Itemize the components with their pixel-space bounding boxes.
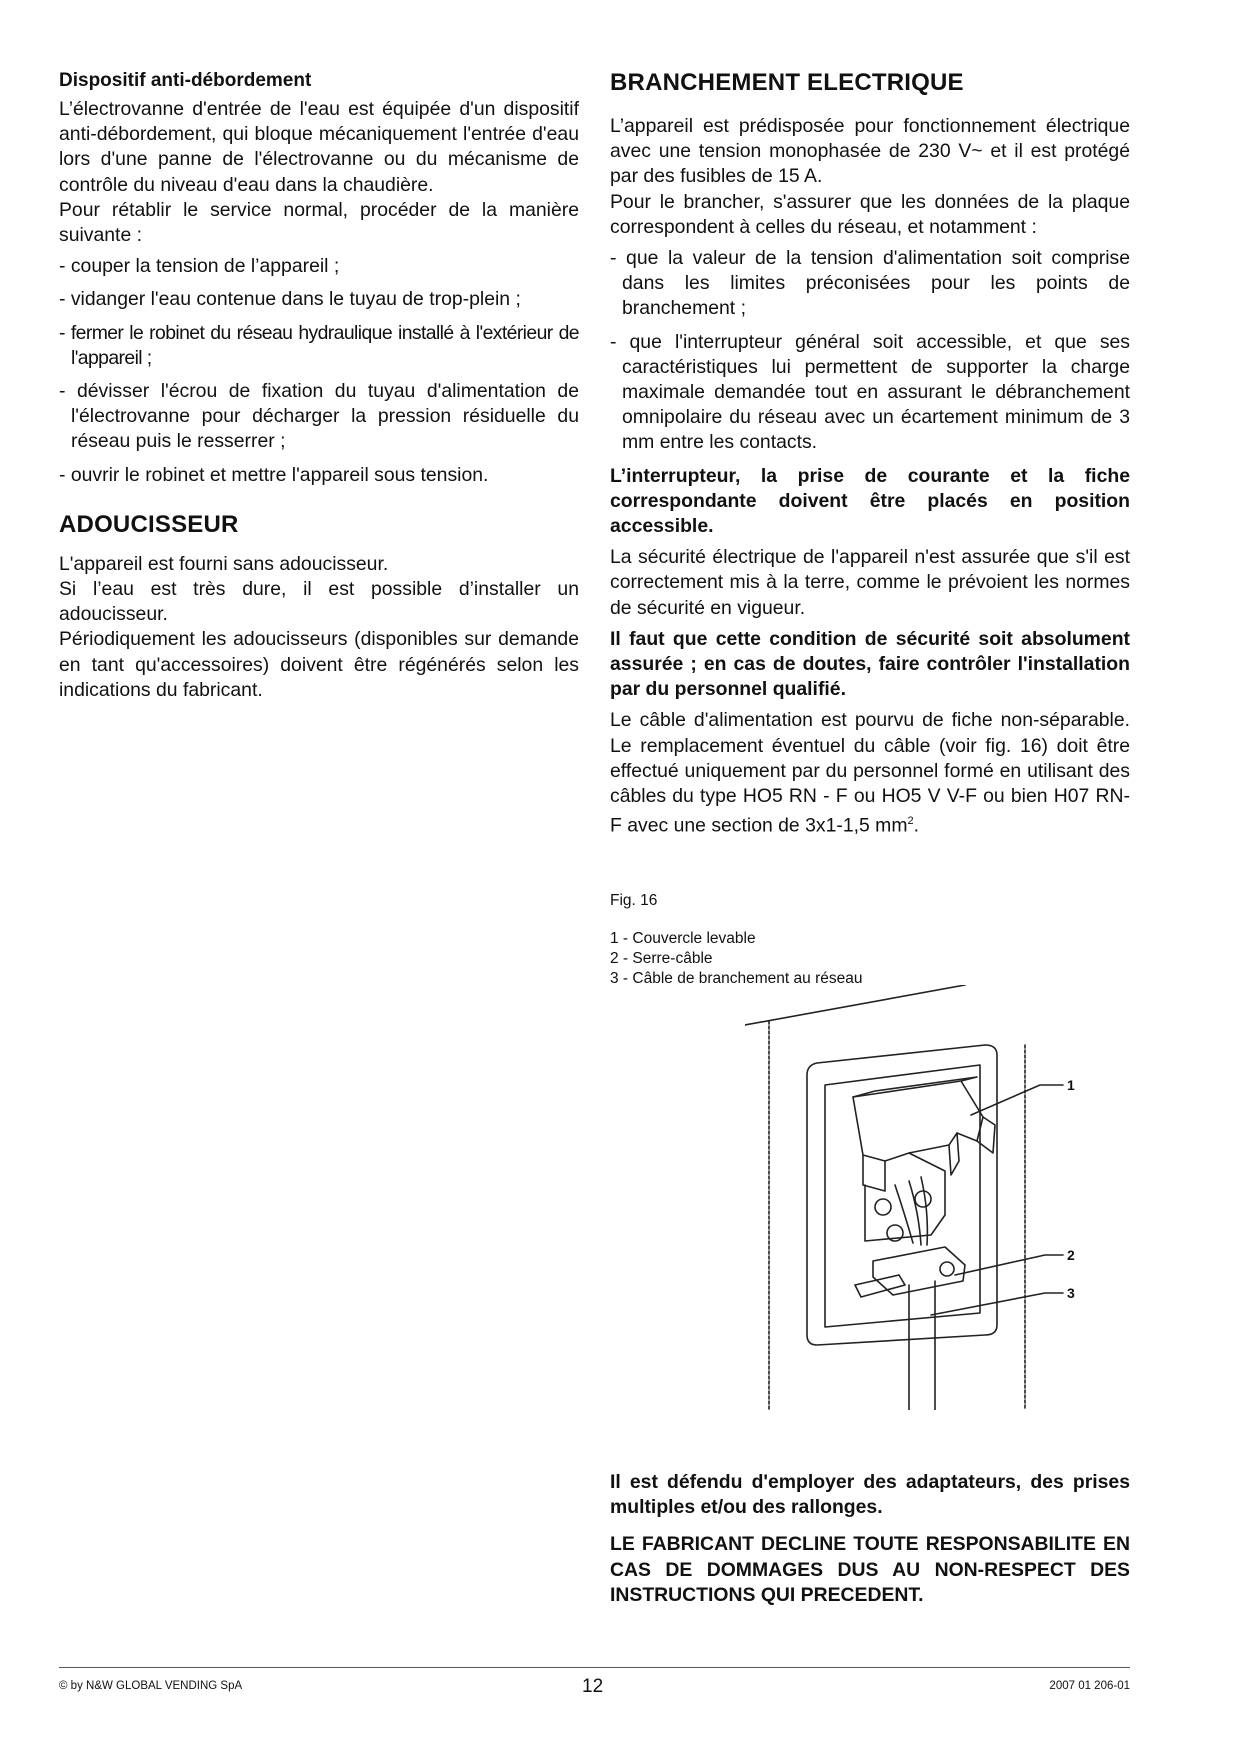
cable-period: . (913, 814, 919, 837)
callout-1: 1 (1067, 1077, 1075, 1093)
cable-text: Le câble d'alimentation est pourvu de fiche non-séparable. Le remplacement éventuel du câble (voir fig. 16) doit être effectué uniquement par du personnel formé en utilisant des câbles du type HO5 RN - F ou HO5 V V-F ou bien H07 RN-F avec une section de 3x1-1,5 mm (610, 709, 1130, 837)
manufacturer-disclaimer: LE FABRICANT DECLINE TOUTE RESPONSABILITE EN CAS DE DOMMAGES DUS AU NON-RESPECT DES INSTRUCTIONS QUI PRECEDENT. (610, 1533, 1130, 1606)
step-item: - ouvrir le robinet et mettre l'appareil sous tension. (59, 463, 489, 486)
wire (895, 1185, 913, 1243)
cable-paragraph (610, 708, 1130, 838)
callout-2: 2 (1067, 1247, 1075, 1263)
earthing-paragraph: La sécurité électrique de l'appareil n'est assurée que s'il est correctement mis à la terre, comme le prévoient les normes de sécurité en vigueur. (610, 546, 1130, 619)
overflow-device-heading: Dispositif anti-débordement (59, 70, 312, 91)
wall-top-edge (745, 985, 965, 1025)
figure-caption (610, 891, 1130, 989)
legend-item: 3 - Câble de branchement au réseau (610, 969, 863, 987)
callout-3: 3 (1067, 1285, 1075, 1301)
bottom-right-notes (610, 1470, 1130, 1608)
terminal-block (865, 1153, 945, 1241)
leader-line-2 (955, 1255, 1063, 1275)
softener-paragraph: Si l’eau est très dure, il est possible d’installer un adoucisseur. (59, 578, 579, 626)
step-item: - fermer le robinet du réseau hydraulique installé à l'extérieur de l'appareil ; (59, 321, 579, 369)
cable-clamp (873, 1247, 965, 1295)
safety-condition-note: Il faut que cette condition de sécurité soit absolument assurée ; en cas de doutes, faire contrôler l'installation par du personnel qualifié. (610, 627, 1130, 701)
left-column (59, 68, 579, 703)
requirement-item: - que l'interrupteur général soit accessible, et que ses caractéristiques lui permettent de supporter la charge maximale demandée tout en assurant le débranchement omnipolaire du réseau avec un écartement minimum de 3 mm entre les contacts. (610, 330, 1130, 454)
requirement-item: - que la valeur de la tension d'alimentation soit comprise dans les limites préconisées pour les points de branchement ; (610, 247, 1130, 320)
cover-side (949, 1133, 959, 1175)
overflow-restore-paragraph: Pour rétablir le service normal, procéder de la manière suivante : (59, 198, 579, 247)
figure-label: Fig. 16 (610, 891, 658, 909)
overflow-intro-paragraph: L’électrovanne d'entrée de l'eau est équipée d'un dispositif anti-débordement, qui bloque mécaniquement l'entrée d'eau lors d'une panne de l'électrovanne ou du mécanisme de contrôle du niveau d'eau dans la chaudière. (59, 98, 579, 196)
footer-divider (59, 1667, 1130, 1668)
clamp-screw (940, 1262, 954, 1276)
electrical-connection-heading: BRANCHEMENT ELECTRIQUE (610, 69, 964, 96)
electrical-paragraph: L’appareil est prédisposée pour fonctionnement électrique avec une tension monophasée de 230 V~ et il est protégé par des fusibles de 15 A. (610, 115, 1130, 188)
cable-superscript: 2 (907, 815, 914, 828)
leader-line-1 (971, 1085, 1063, 1115)
figure-16-illustration (745, 985, 1140, 1410)
legend-item: 2 - Serre-câble (610, 949, 713, 967)
terminal-screw (875, 1199, 891, 1215)
terminal-screw (915, 1191, 931, 1207)
softener-paragraph: Périodiquement les adoucisseurs (disponibles sur demande en tant qu'accessoires) doivent être régénérés selon les indications du fabricant. (59, 628, 579, 701)
step-item: - dévisser l'écrou de fixation du tuyau d'alimentation de l'électrovanne pour décharger la pression résiduelle du réseau puis le resserrer ; (59, 380, 579, 453)
page-number: 12 (582, 1676, 604, 1697)
document-reference: 2007 01 206-01 (1049, 1680, 1130, 1692)
adapters-forbidden-note: Il est défendu d'employer des adaptateurs, des prises multiples et/ou des rallonges. (610, 1471, 1130, 1519)
step-item: - vidanger l'eau contenue dans le tuyau de trop-plein ; (59, 288, 521, 311)
accessible-switch-note: L’interrupteur, la prise de courante et la fiche correspondante doivent être placés en position accessible. (610, 464, 1130, 538)
legend-item: 1 - Couvercle levable (610, 929, 756, 947)
right-column (610, 68, 1130, 989)
socket-plate-inner (825, 1065, 980, 1327)
electrical-paragraph: Pour le brancher, s'assurer que les données de la plaque correspondent à celles du réseau, et notamment : (610, 190, 1130, 238)
cover-lid (853, 1081, 983, 1161)
softener-heading: ADOUCISSEUR (59, 510, 239, 538)
footer-copyright: © by N&W GLOBAL VENDING SpA (59, 1680, 243, 1692)
step-item: - couper la tension de l’appareil ; (59, 255, 340, 278)
softener-paragraph: L'appareil est fourni sans adoucisseur. (59, 552, 389, 575)
